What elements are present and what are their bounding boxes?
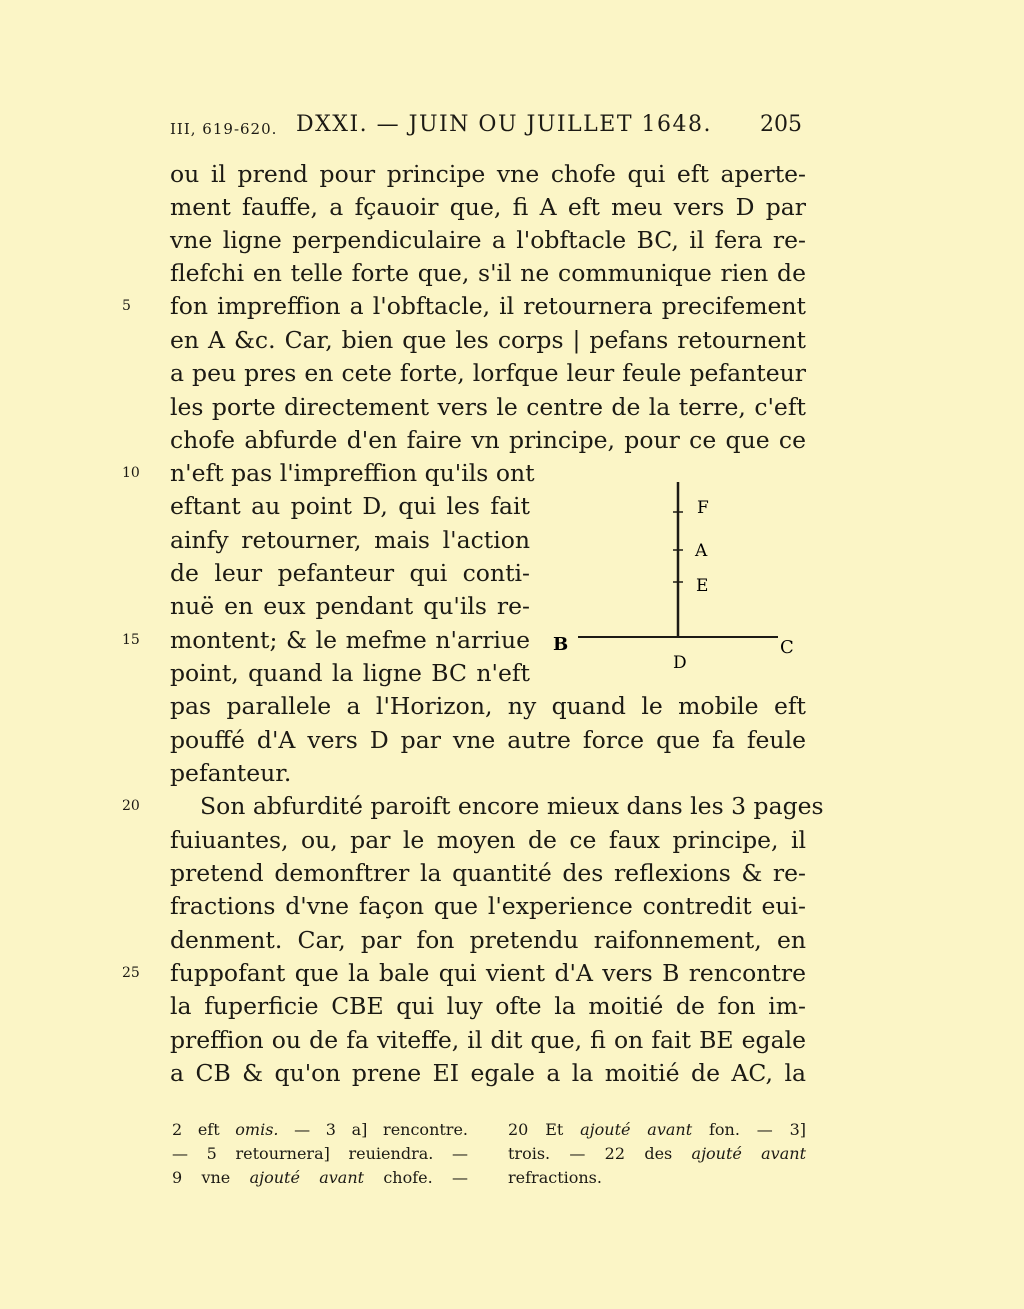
body-line: pretend demonftrer la quantité des reflexions & re- (170, 859, 806, 887)
body-line: flefchi en telle forte que, s'il ne communique rien de (170, 259, 806, 287)
line-number: 5 (122, 298, 131, 314)
body-line: de leur pefanteur qui conti- (170, 559, 530, 587)
body-line: nuë en eux pendant qu'ils re- (170, 592, 530, 620)
body-line: les porte directement vers le centre de la terre, c'eft (170, 393, 806, 421)
body-line: Son abfurdité paroift encore mieux dans les 3 pages (200, 792, 824, 820)
footnote-line: 9 vne ajouté avant chofe. — (172, 1168, 469, 1187)
body-line: la fuperficie CBE qui luy ofte la moitié de fon im- (170, 992, 806, 1020)
footnote-line: refractions. (508, 1168, 602, 1187)
body-line: ou il prend pour principe vne chofe qui eft aperte- (170, 160, 806, 188)
body-line: en A &c. Car, bien que les corps | pefans retournent (170, 326, 806, 354)
body-line: a peu pres en cete forte, lorfque leur feule pefanteur (170, 359, 806, 387)
footnote-line: 2 eft omis. — 3 a] rencontre. (172, 1120, 469, 1139)
footnote-line: 20 Et ajouté avant fon. — 3] (508, 1120, 806, 1139)
line-number: 25 (122, 965, 140, 981)
figure-label-f: F (697, 498, 709, 518)
figure-label-c: C (780, 637, 794, 658)
body-line: fractions d'vne façon que l'experience contredit eui- (170, 892, 806, 920)
body-line: a CB & qu'on prene EI egale a la moitié de AC, la (170, 1059, 806, 1087)
body-line: n'eft pas l'impreffion qu'ils ont (170, 459, 535, 487)
running-head-title: DXXI. — JUIN OU JUILLET 1648. (296, 112, 712, 137)
body-line: point, quand la ligne BC n'eft (170, 659, 530, 687)
figure-label-e: E (696, 576, 709, 596)
body-line: pouffé d'A vers D par vne autre force que fa feule (170, 726, 806, 754)
page-number: 205 (760, 112, 802, 137)
footnote-line: — 5 retournera] reuiendra. — (172, 1144, 468, 1163)
body-line: montent; & le mefme n'arriue (170, 626, 530, 654)
body-line: fuiuantes, ou, par le moyen de ce faux principe, il (170, 826, 806, 854)
body-line: ment fauffe, a fçauoir que, fi A eft meu vers D par (170, 193, 806, 221)
body-line: pefanteur. (170, 759, 292, 787)
figure-label-b: B (553, 634, 569, 655)
reflection-diagram (540, 470, 810, 680)
body-line: preffion ou de fa viteffe, il dit que, fi on fait BE egale (170, 1026, 806, 1054)
body-line: vne ligne perpendiculaire a l'obftacle BC, il fera re- (170, 226, 806, 254)
body-line: chofe abfurde d'en faire vn principe, pour ce que ce (170, 426, 806, 454)
running-head-reference: III, 619-620. (170, 120, 278, 138)
body-line: denment. Car, par fon pretendu raifonnement, en (170, 926, 806, 954)
figure-label-d: D (673, 653, 687, 673)
body-line: fon impreffion a l'obftacle, il retournera precifement (170, 292, 806, 320)
footnote-line: trois. — 22 des ajouté avant (508, 1144, 806, 1163)
body-line: fuppofant que la bale qui vient d'A vers B rencontre (170, 959, 806, 987)
body-line: pas parallele a l'Horizon, ny quand le mobile eft (170, 692, 806, 720)
line-number: 15 (122, 632, 140, 648)
line-number: 20 (122, 798, 140, 814)
body-line: ainfy retourner, mais l'action (170, 526, 530, 554)
line-number: 10 (122, 465, 140, 481)
body-line: eftant au point D, qui les fait (170, 492, 530, 520)
figure-label-a: A (695, 541, 708, 561)
